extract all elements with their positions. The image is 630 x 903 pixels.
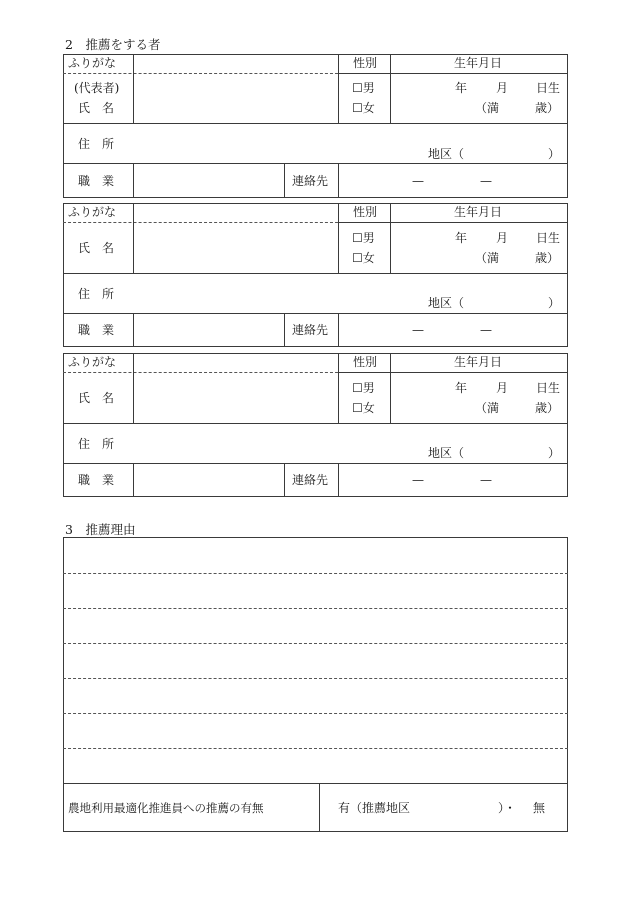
month-label: 月: [496, 231, 509, 245]
name-label: 氏 名: [78, 391, 115, 405]
female-checkbox[interactable]: ☐女: [352, 101, 375, 115]
occupation-label: 職 業: [78, 174, 115, 188]
furigana-field[interactable]: [134, 204, 337, 221]
phone-separator: —: [480, 473, 492, 487]
contact-label: 連絡先: [292, 323, 329, 337]
contact-label: 連絡先: [292, 473, 329, 487]
birthday-suffix: 日生: [536, 381, 561, 395]
address-field[interactable]: [134, 124, 567, 162]
occupation-label: 職 業: [78, 473, 115, 487]
phone-separator: —: [412, 473, 424, 487]
age-open-label: （満: [475, 251, 500, 265]
furigana-label: ふりがな: [68, 56, 117, 70]
district-label: 地区（: [428, 446, 465, 460]
district-label: 地区（: [428, 147, 465, 161]
writing-line: [63, 713, 568, 714]
age-open-label: （満: [475, 401, 500, 415]
writing-line: [63, 573, 568, 574]
address-field[interactable]: [134, 274, 567, 312]
birthday-suffix: 日生: [536, 231, 561, 245]
promoter-recommendation-label: 農地利用最適化推進員への推薦の有無: [68, 801, 264, 815]
occupation-field[interactable]: [134, 464, 283, 496]
furigana-field[interactable]: [134, 55, 337, 72]
occupation-label: 職 業: [78, 323, 115, 337]
year-label: 年: [455, 231, 468, 245]
gender-label: 性別: [353, 56, 378, 70]
furigana-label: ふりがな: [68, 205, 117, 219]
name-field[interactable]: [134, 74, 337, 122]
address-label: 住 所: [78, 137, 115, 151]
year-label: 年: [455, 81, 468, 95]
section-3-title: 3 推薦理由: [65, 522, 136, 537]
birthday-suffix: 日生: [536, 81, 561, 95]
occupation-field[interactable]: [134, 164, 283, 196]
phone-separator: —: [480, 323, 492, 337]
occupation-field[interactable]: [134, 314, 283, 346]
address-label: 住 所: [78, 287, 115, 301]
furigana-field[interactable]: [134, 354, 337, 371]
female-checkbox[interactable]: ☐女: [352, 401, 375, 415]
writing-line: [63, 608, 568, 609]
male-checkbox[interactable]: ☐男: [352, 231, 375, 245]
representative-label: (代表者): [74, 81, 120, 95]
name-label: 氏 名: [78, 101, 115, 115]
age-close-label: 歳）: [535, 251, 560, 265]
section-2-title: 2 推薦をする者: [65, 37, 161, 52]
address-field[interactable]: [134, 424, 567, 462]
name-label: 氏 名: [78, 241, 115, 255]
phone-separator: —: [412, 174, 424, 188]
birthdate-label: 生年月日: [454, 205, 503, 219]
reason-textarea[interactable]: [64, 538, 567, 783]
phone-separator: —: [480, 174, 492, 188]
phone-separator: —: [412, 323, 424, 337]
male-checkbox[interactable]: ☐男: [352, 381, 375, 395]
age-close-label: 歳）: [535, 101, 560, 115]
age-open-label: （満: [475, 101, 500, 115]
address-label: 住 所: [78, 437, 115, 451]
birthdate-label: 生年月日: [454, 56, 503, 70]
month-label: 月: [496, 81, 509, 95]
writing-line: [63, 748, 568, 749]
district-close: ）: [548, 147, 561, 161]
furigana-label: ふりがな: [68, 355, 117, 369]
year-label: 年: [455, 381, 468, 395]
recommend-yes-close: ）・: [498, 801, 517, 815]
month-label: 月: [496, 381, 509, 395]
gender-label: 性別: [353, 355, 378, 369]
female-checkbox[interactable]: ☐女: [352, 251, 375, 265]
district-close: ）: [548, 296, 561, 310]
writing-line: [63, 643, 568, 644]
writing-line: [63, 678, 568, 679]
contact-label: 連絡先: [292, 174, 329, 188]
name-field[interactable]: [134, 373, 337, 422]
male-checkbox[interactable]: ☐男: [352, 81, 375, 95]
district-label: 地区（: [428, 296, 465, 310]
district-close: ）: [548, 446, 561, 460]
gender-label: 性別: [353, 205, 378, 219]
birthdate-label: 生年月日: [454, 355, 503, 369]
recommend-no-option[interactable]: 無: [533, 801, 546, 815]
name-field[interactable]: [134, 223, 337, 272]
recommend-yes-option[interactable]: 有（推薦地区: [338, 801, 411, 815]
age-close-label: 歳）: [535, 401, 560, 415]
